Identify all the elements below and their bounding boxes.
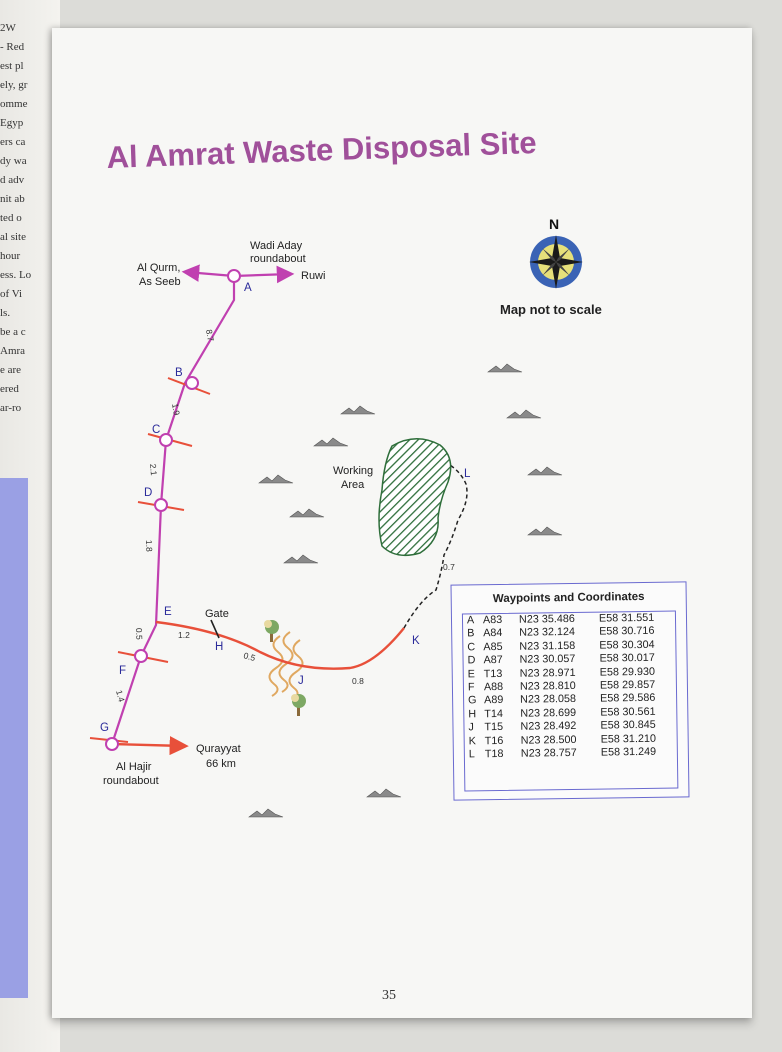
- table-cell-letter: H: [468, 708, 477, 721]
- table-cell-n: N23 28.699: [520, 706, 577, 720]
- distance-b-c: 1.9: [170, 402, 182, 416]
- road-to-qurayyat: [112, 744, 184, 746]
- table-cell-e: E58 30.017: [599, 651, 655, 665]
- table-cell-code: A84: [483, 627, 503, 640]
- table-cell-letter: E: [467, 667, 476, 680]
- table-cell-n: N23 28.971: [519, 666, 576, 680]
- table-cell-e: E58 29.586: [600, 692, 656, 705]
- table-cell-e: E58 30.845: [600, 718, 656, 732]
- table-cell-e: E58 29.930: [599, 665, 656, 679]
- waypoint-label-l: L: [464, 468, 471, 480]
- qurayyat-label-1: Qurayyat: [196, 743, 241, 755]
- mountain-icon: [488, 364, 522, 372]
- table-cell-letter: G: [468, 694, 477, 707]
- wadi-aday-label-1: Wadi Aday: [250, 240, 303, 252]
- left-page-text-fragment: of Vi: [0, 288, 23, 300]
- table-cell-letter: C: [467, 641, 476, 654]
- mountain-icon: [341, 406, 375, 414]
- table-cell-letter: F: [467, 681, 475, 694]
- table-cell-letter: L: [468, 748, 475, 761]
- mountain-icon: [507, 410, 541, 418]
- waypoint-label-g: G: [100, 722, 109, 734]
- table-cell-letter: A: [466, 614, 475, 627]
- mountain-icon: [290, 509, 324, 517]
- qurayyat-label-2: 66 km: [206, 758, 236, 770]
- distance-j-k: 0.8: [352, 676, 364, 686]
- waypoint-label-j: J: [298, 675, 304, 687]
- left-page-text-fragment: omme: [0, 98, 28, 110]
- mountain-icon: [314, 438, 348, 446]
- table-cell-letter: J: [468, 721, 474, 734]
- working-area-label-1: Working: [333, 465, 374, 477]
- left-page-text-fragment: ted o: [0, 212, 22, 224]
- waypoints-table: [451, 581, 690, 800]
- mountain-icon: [528, 527, 562, 535]
- al-qurm-label-2: As Seeb: [139, 276, 181, 288]
- table-cell-n: N23 28.500: [520, 733, 577, 747]
- gate-marker: [211, 620, 219, 638]
- table-cell-code: A85: [483, 640, 503, 653]
- table-cell-code: A87: [483, 654, 503, 667]
- table-row: [465, 745, 677, 761]
- left-page-text-fragment: d adv: [0, 174, 25, 186]
- table-cell-letter: K: [468, 734, 476, 747]
- left-page-text-fragment: Amra: [0, 345, 26, 357]
- waypoint-label-f: F: [119, 665, 127, 677]
- page-title: Al Amrat Waste Disposal Site: [106, 124, 538, 175]
- table-cell-e: E58 30.304: [599, 638, 655, 652]
- left-page-text-fragment: ess. Lo: [0, 269, 32, 281]
- left-page-text-fragment: ls.: [0, 307, 11, 319]
- table-cell-e: E58 30.716: [599, 625, 655, 638]
- distance-k-l: 0.7: [443, 562, 455, 572]
- distance-e-f: 0.5: [134, 627, 145, 640]
- main-road: [112, 276, 234, 744]
- branch-road: [156, 622, 404, 669]
- working-area: [379, 439, 451, 556]
- al-qurm-label-1: Al Qurm,: [137, 262, 181, 274]
- mountain-icon: [367, 789, 401, 797]
- table-cell-n: N23 31.158: [519, 639, 576, 653]
- mountain-icon: [259, 475, 293, 483]
- left-page-text-fragment: hour: [0, 250, 21, 262]
- compass-north-label: N: [549, 216, 560, 232]
- distance-h-j: 0.5: [242, 650, 257, 663]
- table-cell-code: T13: [483, 667, 503, 680]
- table-cell-e: E58 31.210: [600, 732, 656, 746]
- tree-icon: [291, 694, 306, 716]
- distance-c-d: 2.1: [148, 463, 160, 476]
- distance-d-e: 1.8: [144, 539, 155, 552]
- al-hajir-label-2: roundabout: [103, 775, 159, 787]
- distance-e-h: 1.2: [178, 630, 190, 640]
- al-hajir-label-1: Al Hajir: [116, 761, 152, 773]
- waypoint-label-d: D: [144, 487, 153, 499]
- waypoint-label-k: K: [412, 635, 420, 647]
- waypoint-label-b: B: [175, 367, 183, 379]
- gate-label: Gate: [205, 608, 229, 620]
- left-page-text-fragment: nit ab: [0, 193, 25, 205]
- waypoint-markers: [106, 270, 240, 750]
- ruwi-label: Ruwi: [301, 270, 326, 282]
- left-page-text-fragment: ered: [0, 383, 19, 395]
- left-page-text-fragment: ar-ro: [0, 402, 22, 414]
- table-cell-n: N23 28.757: [520, 746, 577, 760]
- left-page-text-fragment: 2W: [0, 22, 16, 34]
- road-to-ruwi: [234, 274, 290, 276]
- table-cell-n: N23 28.058: [520, 693, 577, 707]
- table-cell-n: N23 32.124: [519, 626, 576, 640]
- table-cell-n: N23 28.810: [519, 679, 576, 693]
- wadi-aday-label-2: roundabout: [250, 253, 306, 265]
- waypoint-label-h: H: [215, 641, 224, 653]
- road-ticks: [90, 378, 210, 742]
- table-cell-code: A88: [483, 680, 504, 694]
- table-cell-n: N23 35.486: [518, 612, 575, 626]
- left-page-text-fragment: - Red: [0, 41, 25, 53]
- table-cell-letter: D: [467, 654, 476, 667]
- left-page-text-fragment: al site: [0, 231, 26, 243]
- distance-a-b: 8.7: [204, 328, 216, 342]
- table-cell-code: T16: [484, 734, 504, 747]
- left-page-text-fragment: dy wa: [0, 155, 27, 167]
- table-cell-code: T18: [484, 747, 504, 761]
- road-to-al-qurm: [186, 272, 234, 276]
- waypoints-table-title: Waypoints and Coordinates: [492, 590, 645, 606]
- table-cell-code: T15: [484, 721, 504, 734]
- page-number: 35: [382, 988, 396, 1003]
- compass-rose-icon: [529, 235, 583, 289]
- table-cell-e: E58 30.561: [600, 705, 656, 719]
- table-cell-n: N23 28.492: [520, 720, 577, 733]
- table-cell-n: N23 30.057: [519, 653, 576, 666]
- table-cell-code: T14: [484, 707, 504, 720]
- distance-f-g: 1.4: [114, 688, 127, 703]
- waypoints-table-body: [462, 611, 678, 792]
- waypoint-label-a: A: [244, 282, 252, 294]
- left-page-text-fragment: ely, gr: [0, 79, 28, 91]
- mountain-icon: [284, 555, 318, 563]
- left-page-text-fragment: be a c: [0, 326, 26, 338]
- table-cell-e: E58 31.249: [600, 745, 657, 759]
- left-page-text-fragment: e are: [0, 364, 22, 376]
- table-cell-e: E58 31.551: [598, 611, 655, 625]
- waypoint-label-c: C: [152, 424, 161, 436]
- left-page-text-fragment: ers ca: [0, 136, 26, 148]
- mountain-icon: [249, 809, 283, 817]
- table-cell-code: A89: [484, 694, 504, 707]
- table-cell-e: E58 29.857: [599, 678, 656, 692]
- table-cell-code: A83: [482, 613, 503, 627]
- table-cell-letter: B: [467, 627, 475, 640]
- scale-note: Map not to scale: [500, 302, 602, 317]
- left-page-text-fragment: est pl: [0, 60, 24, 72]
- mountain-icon: [528, 467, 562, 475]
- waypoint-label-e: E: [164, 606, 172, 618]
- working-area-label-2: Area: [341, 479, 365, 491]
- left-page-text-fragment: Egyp: [0, 117, 24, 129]
